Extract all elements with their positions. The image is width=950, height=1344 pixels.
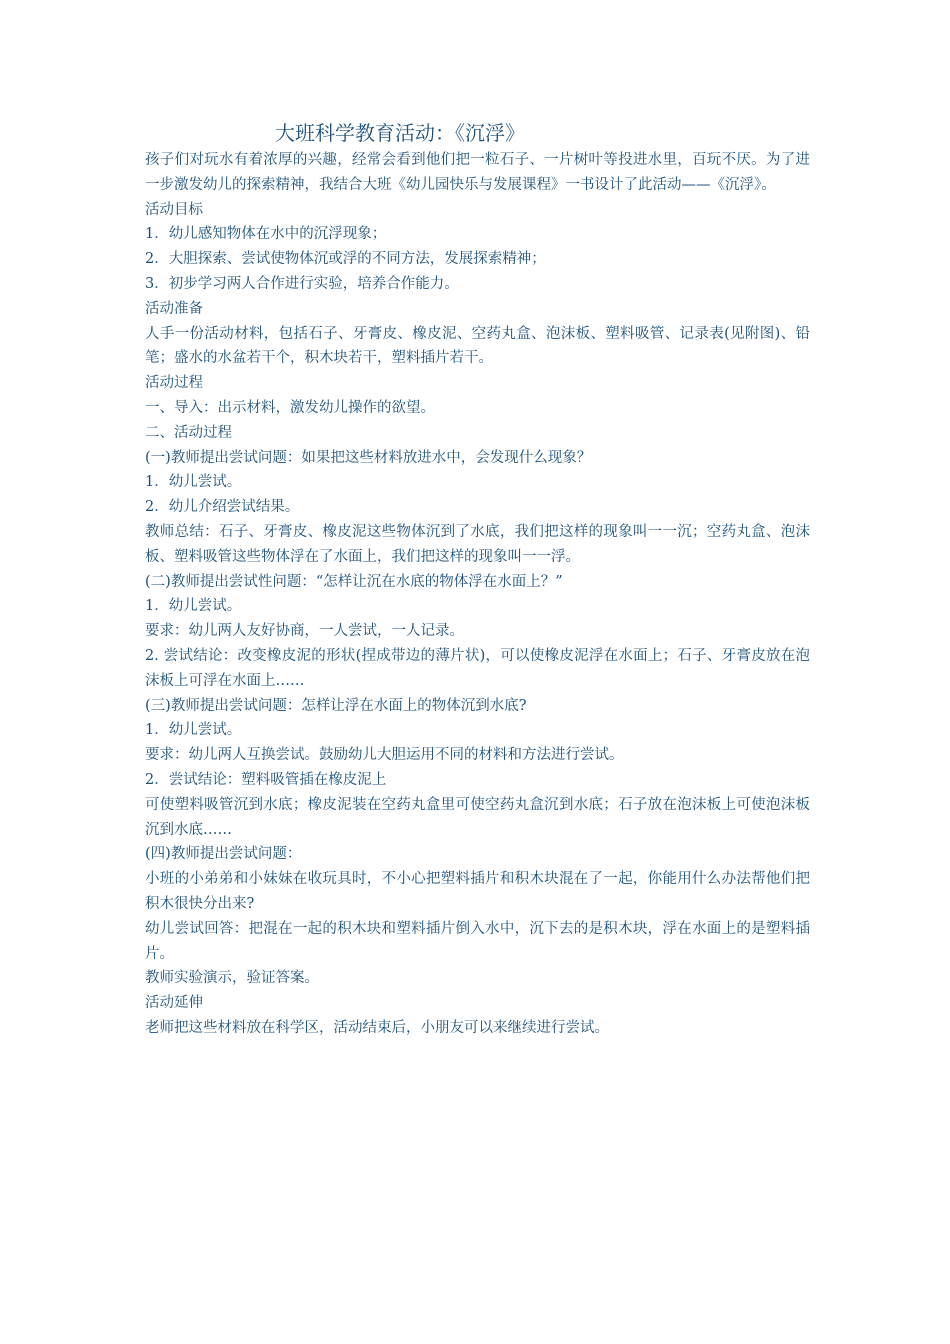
process-step: 教师实验演示，验证答案。 bbox=[145, 970, 319, 987]
document-page bbox=[145, 118, 810, 1041]
process-step: (四)教师提出尝试问题： bbox=[145, 846, 302, 863]
goal-item: 1．幼儿感知物体在水中的沉浮现象； bbox=[145, 226, 387, 243]
document-title: 大班科学教育活动：《沉浮》 bbox=[275, 121, 525, 145]
process-step: 要求：幼儿两人友好协商，一人尝试，一人记录。 bbox=[145, 623, 464, 640]
process-step: 1．幼儿尝试。 bbox=[145, 722, 242, 739]
process-step: 1．幼儿尝试。 bbox=[145, 598, 242, 615]
intro-paragraph: 孩子们对玩水有着浓厚的兴趣，经常会看到他们把一粒石子、一片树叶等投进水里，百玩不厌。为了进一步激发幼儿的探索精神，我结合大班《幼儿园快乐与发展课程》一书设计了此活动——《沉浮》。 bbox=[145, 152, 810, 193]
section-heading-process: 活动过程 bbox=[145, 375, 203, 392]
process-step: 一、导入：出示材料，激发幼儿操作的欲望。 bbox=[145, 399, 435, 416]
process-step: 可使塑料吸管沉到水底；橡皮泥装在空药丸盒里可使空药丸盒沉到水底；石子放在泡沫板上可使泡沫板沉到水底…… bbox=[145, 796, 810, 838]
process-step: 幼儿尝试回答：把混在一起的积木块和塑料插片倒入水中，沉下去的是积木块，浮在水面上的是塑料插片。 bbox=[145, 920, 810, 962]
extension-paragraph: 老师把这些材料放在科学区，活动结束后，小朋友可以来继续进行尝试。 bbox=[145, 1019, 609, 1036]
process-step: 2．幼儿介绍尝试结果。 bbox=[145, 499, 300, 516]
process-step: 2. 尝试结论：改变橡皮泥的形状(捏成带边的薄片状)，可以使橡皮泥浮在水面上；石子、牙膏皮放在泡沫板上可浮在水面上…… bbox=[145, 647, 810, 689]
process-step: 教师总结：石子、牙膏皮、橡皮泥这些物体沉到了水底，我们把这样的现象叫一一沉；空药丸盒、泡沫板、塑料吸管这些物体浮在了水面上，我们把这样的现象叫一一浮。 bbox=[145, 523, 810, 565]
preparation-paragraph: 人手一份活动材料，包括石子、牙膏皮、橡皮泥、空药丸盒、泡沫板、塑料吸管、记录表(见附图)、铅笔；盛水的水盆若干个，积木块若干，塑料插片若干。 bbox=[145, 325, 810, 367]
goal-item: 3．初步学习两人合作进行实验，培养合作能力。 bbox=[145, 275, 459, 292]
process-step: 二、活动过程 bbox=[145, 424, 232, 441]
process-step: 1．幼儿尝试。 bbox=[145, 474, 242, 491]
section-heading-goals: 活动目标 bbox=[145, 201, 203, 218]
section-heading-preparation: 活动准备 bbox=[145, 300, 203, 317]
process-step: (二)教师提出尝试性问题：“怎样让沉在水底的物体浮在水面上？” bbox=[145, 573, 563, 590]
process-step: 要求：幼儿两人互换尝试。鼓励幼儿大胆运用不同的材料和方法进行尝试。 bbox=[145, 747, 624, 764]
section-heading-extension: 活动延伸 bbox=[145, 995, 203, 1012]
document-body bbox=[145, 148, 810, 1041]
goal-item: 2．大胆探索、尝试使物体沉或浮的不同方法，发展探索精神； bbox=[145, 251, 546, 268]
process-step: 小班的小弟弟和小妹妹在收玩具时，不小心把塑料插片和积木块混在了一起，你能用什么办法帮他们把积木很快分出来? bbox=[145, 871, 810, 912]
process-step: 2．尝试结论：塑料吸管插在橡皮泥上 bbox=[145, 771, 387, 788]
process-step: (一)教师提出尝试问题：如果把这些材料放进水中，会发现什么现象？ bbox=[145, 449, 592, 466]
process-step: (三)教师提出尝试问题：怎样让浮在水面上的物体沉到水底? bbox=[145, 697, 527, 714]
